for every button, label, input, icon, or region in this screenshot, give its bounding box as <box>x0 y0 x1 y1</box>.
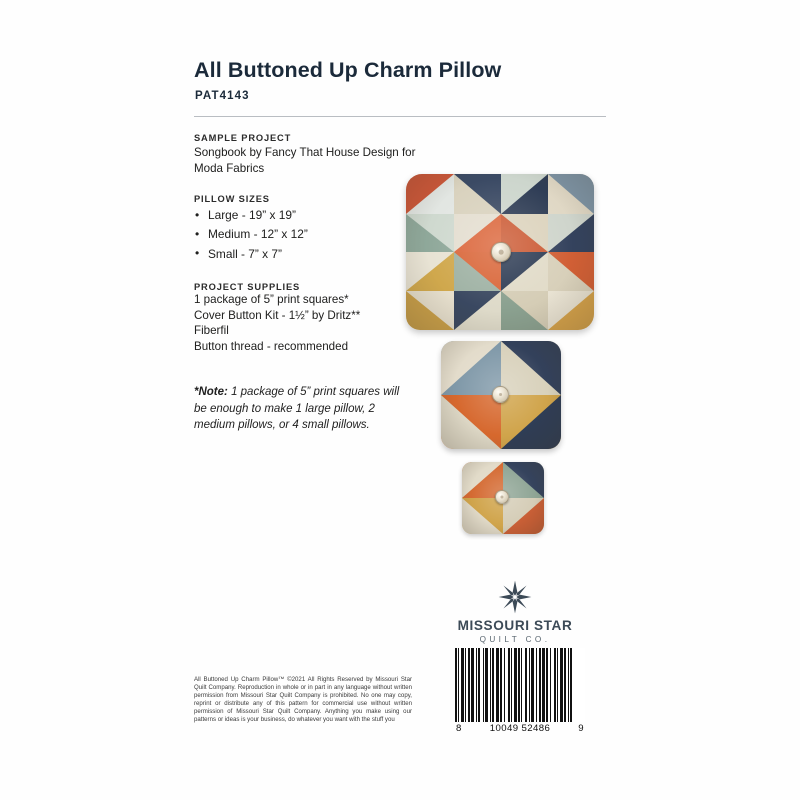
supply-item: Button thread - recommended <box>194 339 349 353</box>
pillow-sizes-list <box>194 206 424 264</box>
supply-item: Fiberfil <box>194 324 229 338</box>
eight-point-star-icon <box>498 580 532 614</box>
medium-pillow-photo <box>441 341 561 449</box>
copyright-text: All Buttoned Up Charm Pillow™ ©2021 All Rights Reserved by Missouri Star Quilt Company. Reproduction in whole or in part in any language without written permission from Missouri Star Quilt Company is prohibited. No one may copy, reprint or distribute any of this pattern for commercial use without written permission of Missouri Star Quilt Company. Anything you make using our patterns or ideas is your business, do whatever you want with the stuff you <box>194 676 412 723</box>
pillow-sizes-section <box>194 194 424 264</box>
barcode-bars <box>455 648 585 722</box>
sample-project-label: SAMPLE PROJECT <box>194 133 292 143</box>
sample-project-section <box>194 133 424 176</box>
barcode <box>455 648 585 734</box>
barcode-digit-mid: 10049 52486 <box>489 723 551 734</box>
pattern-number: PAT4143 <box>195 90 250 102</box>
content-column <box>194 133 424 434</box>
cover-button-medium <box>492 386 509 403</box>
note-prefix: *Note: <box>194 386 228 399</box>
barcode-digit-left: 8 <box>456 723 462 734</box>
spacer <box>194 264 424 282</box>
barcode-digits <box>455 723 585 734</box>
cover-button-large <box>491 242 511 262</box>
list-item: • Small - 7” x 7” <box>194 245 424 264</box>
header-divider <box>194 116 606 117</box>
cover-button-small <box>495 490 509 504</box>
large-pillow-photo <box>406 174 594 330</box>
note-text <box>194 384 402 434</box>
project-supplies-label: PROJECT SUPPLIES <box>194 282 301 293</box>
brand-logo <box>456 580 574 644</box>
brand-name: MISSOURI STAR <box>457 618 573 633</box>
note-body: 1 package of 5” print squares will be enough to make 1 large pillow, 2 medium pillows, or 4 small pillows. <box>194 386 400 432</box>
brand-tagline: QUILT CO. <box>479 635 551 644</box>
page-title: All Buttoned Up Charm Pillow <box>194 58 502 82</box>
sample-project-text: Songbook by Fancy That House Design for Moda Fabrics <box>194 146 416 175</box>
small-pillow-photo <box>462 462 544 534</box>
pillow-sizes-label: PILLOW SIZES <box>194 194 270 204</box>
spacer <box>194 176 424 194</box>
barcode-digit-right: 9 <box>578 723 584 734</box>
supply-item: Cover Button Kit - 1½” by Dritz** <box>194 308 361 322</box>
list-item: • Large - 19” x 19” <box>194 206 424 225</box>
project-supplies-section <box>194 282 424 354</box>
list-item: • Medium - 12” x 12” <box>194 225 424 244</box>
supply-item: 1 package of 5” print squares* <box>194 293 349 307</box>
